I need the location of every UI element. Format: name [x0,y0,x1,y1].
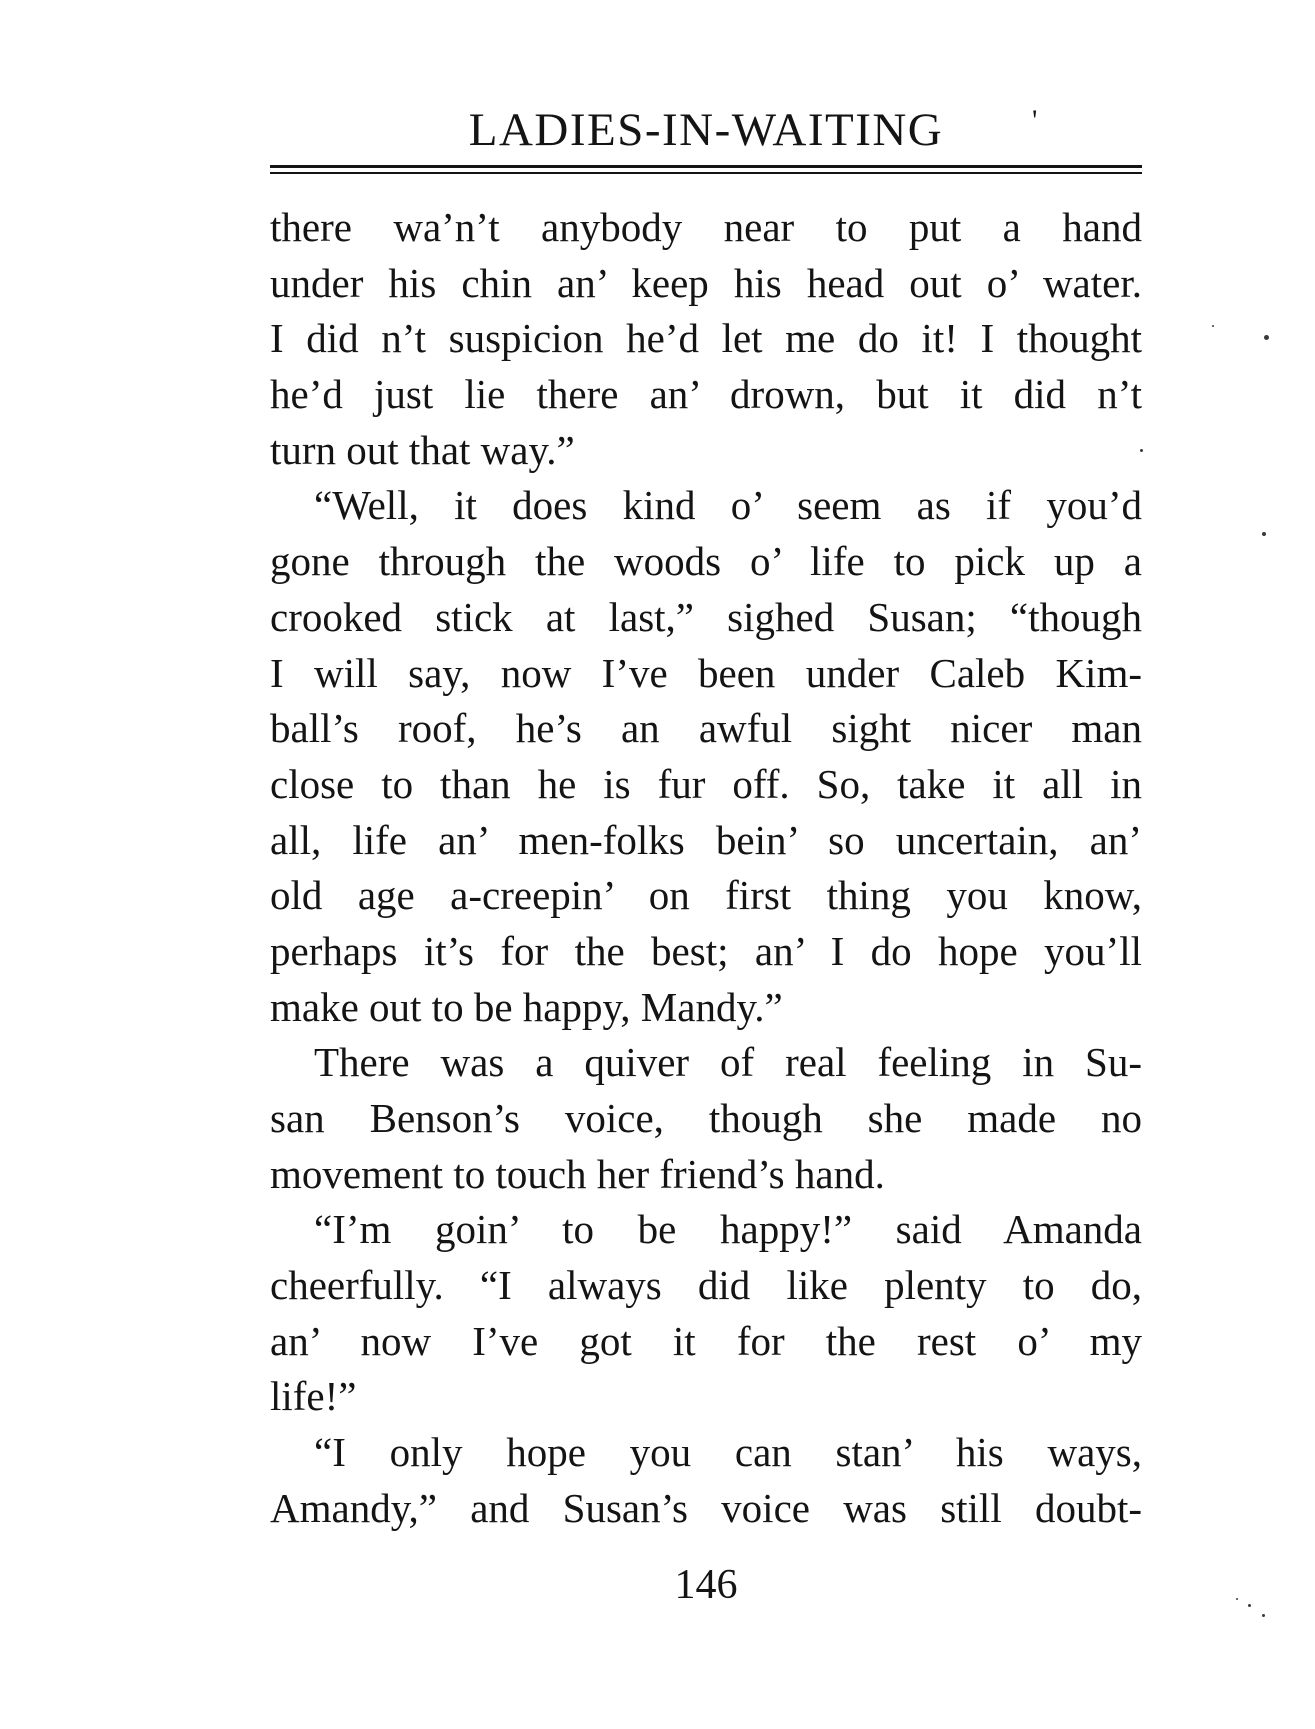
text-line: There was a quiver of real feeling in Su- [314,1039,1142,1086]
text-line: life!” [270,1373,357,1420]
scan-speck [1212,325,1214,327]
scan-speck [1264,335,1269,340]
text-line: under his chin an’ keep his head out o’ water. [270,259,1142,306]
page-number: 146 [674,1562,738,1608]
text-line: I did n’t suspicion he’d let me do it! I thought [270,315,1142,362]
paragraph-5 [270,1425,1142,1536]
text-line: all, life an’ men-folks bein’ so uncertain, an’ [270,816,1142,863]
scan-speck [1236,1598,1238,1600]
body-text [270,200,1142,1537]
head-mark: ' [1032,104,1038,137]
text-line: an’ now I’ve got it for the rest o’ my [270,1317,1142,1364]
text-line: turn out that way.” [270,426,575,473]
scan-speck [1262,532,1266,536]
text-line: old age a-creepin’ on first thing you know, [270,872,1142,919]
paragraph-1 [270,200,1142,478]
text-line: gone through the woods o’ life to pick up a [270,538,1142,585]
text-line: I will say, now I’ve been under Caleb Kim- [270,649,1142,696]
paragraph-3 [270,1035,1142,1202]
text-line: there wa’n’t anybody near to put a hand [270,204,1142,250]
text-line: “Well, it does kind o’ seem as if you’d [314,482,1142,529]
text-line: movement to touch her friend’s hand. [270,1150,885,1197]
scan-speck [1248,1604,1251,1607]
paragraph-4 [270,1202,1142,1425]
paragraph-2 [270,478,1142,1035]
text-line: “I’m goin’ to be happy!” said Amanda [314,1206,1142,1253]
text-line: san Benson’s voice, though she made no [270,1095,1142,1141]
text-line: cheerfully. “I always did like plenty to do, [270,1262,1142,1309]
text-line: make out to be happy, Mandy.” [270,983,783,1030]
text-line: Amandy,” and Susan’s voice was still doubt- [270,1484,1142,1531]
header-rule-thick [270,165,1142,168]
scan-speck [1140,449,1143,452]
running-head: LADIES-IN-WAITING [468,104,944,156]
text-line: he’d just lie there an’ drown, but it did n’t [270,371,1142,418]
text-line: crooked stick at last,” sighed Susan; “though [270,593,1142,640]
text-line: close to than he is fur off. So, take it all in [270,760,1142,807]
text-line: “I only hope you can stan’ his ways, [314,1429,1142,1476]
header-rule-thin [270,172,1142,174]
text-line: ball’s roof, he’s an awful sight nicer man [270,705,1142,752]
text-line: perhaps it’s for the best; an’ I do hope you’ll [270,927,1142,974]
scan-speck [1262,1614,1265,1617]
